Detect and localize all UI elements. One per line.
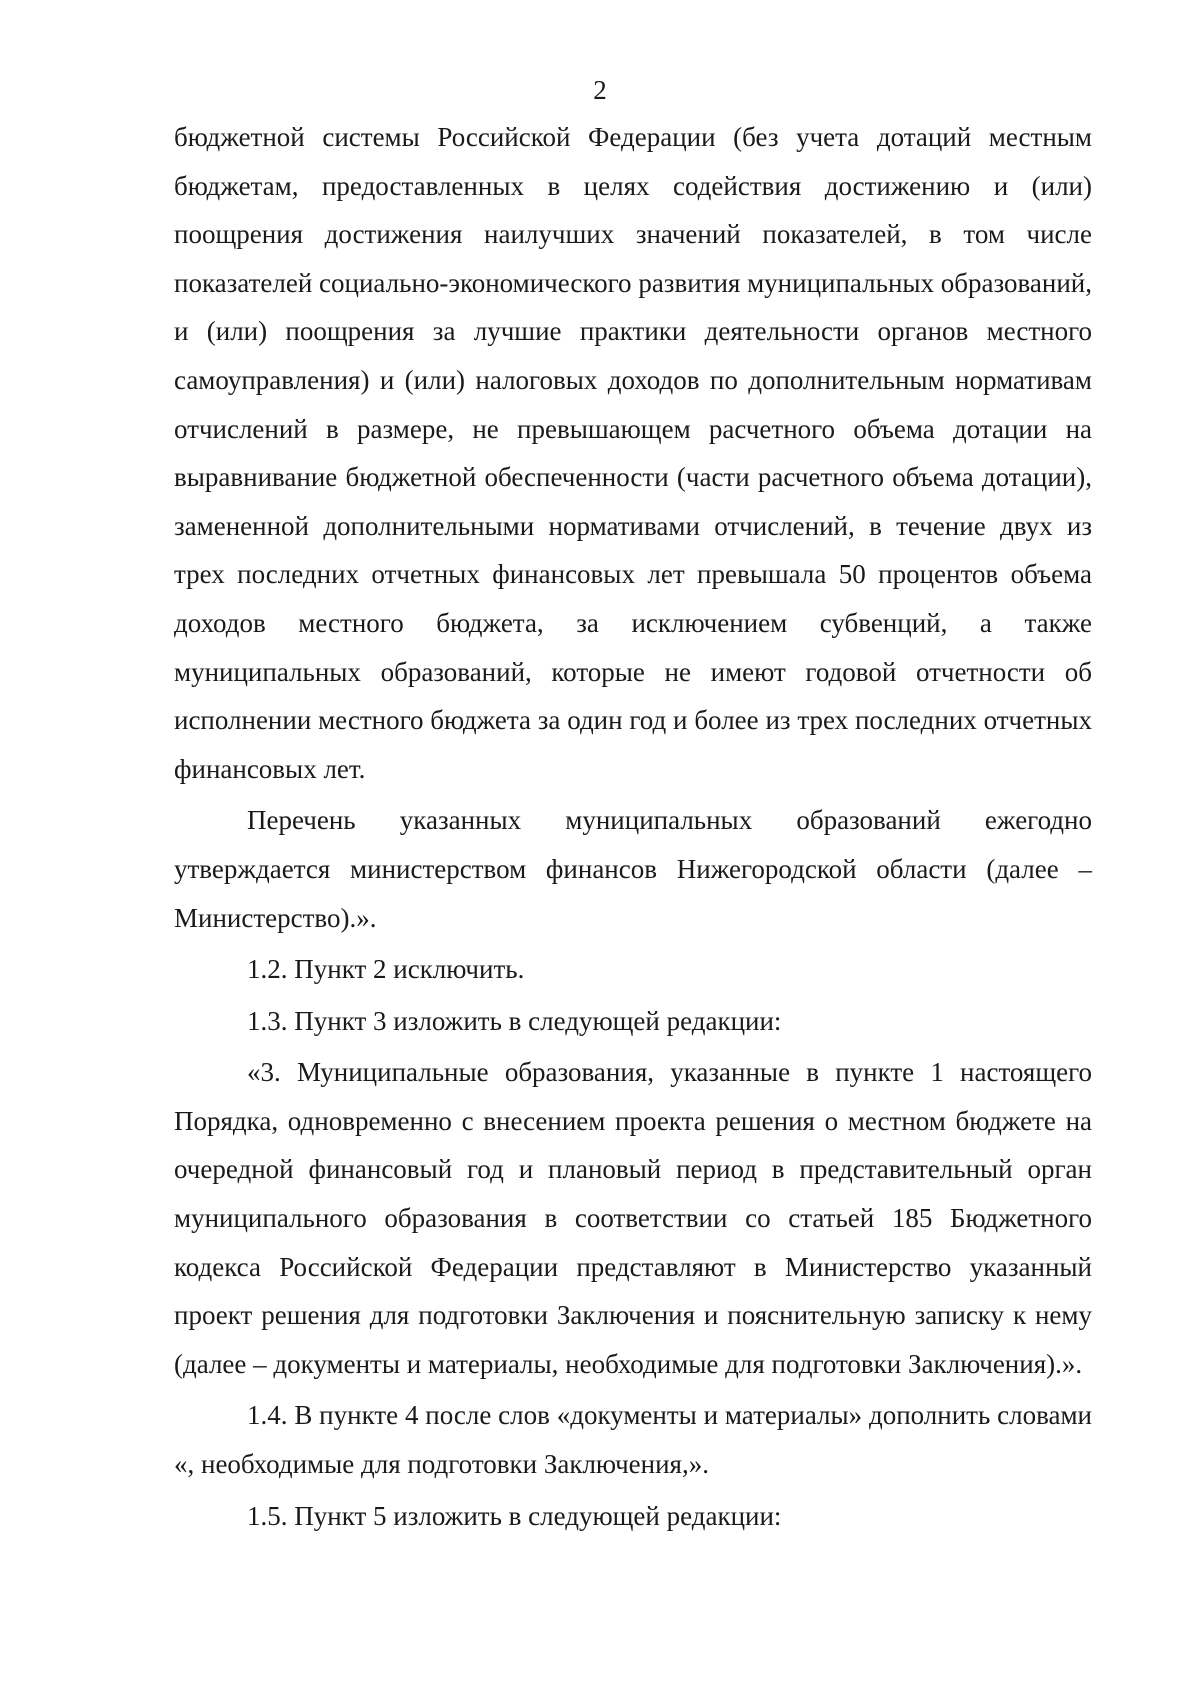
paragraph-item-1-3: 1.3. Пункт 3 изложить в следующей редакции: [247, 1005, 782, 1036]
paragraph-continuation: бюджетной системы Российской Федерации (без учета дотаций местным бюджетам, предоставленных в целях содействия достижению и (или) поощрения достижения наилучших значений показателей, в том числе показателей социально-экономического развития муниципальных образований, и (или) поощрения за лучшие практики деятельности органов местного самоуправления) и (или) налоговых доходов по дополнительным нормативам отчислений в размере, не превышающем расчетного объема дотации на выравнивание бюджетной обеспеченности (части расчетного объема дотации), замененной дополнительными нормативами отчислений, в течение двух из трех последних отчетных финансовых лет превышала 50 процентов объема доходов местного бюджета, за исключением субвенций, а также муниципальных образований, которые не имеют годовой отчетности об исполнении местного бюджета за один год и более из трех последних отчетных финансовых лет. [174, 122, 1092, 784]
paragraph-item-1-4: 1.4. В пункте 4 после слов «документы и материалы» дополнить словами «, необходимые для подготовки Заключения,». [174, 1400, 1092, 1480]
page-number: 2 [593, 75, 607, 105]
paragraph-list-approval: Перечень указанных муниципальных образований ежегодно утверждается министерством финансов Нижегородской области (далее – Министерство).». [174, 805, 1092, 933]
paragraph-item-1-2: 1.2. Пункт 2 исключить. [247, 954, 525, 985]
paragraph-point-3-text: «3. Муниципальные образования, указанные в пункте 1 настоящего Порядка, одновременно с внесением проекта решения о местном бюджете на очередной финансовый год и плановый период в представительный орган муниципального образования в соответствии со статьей 185 Бюджетного кодекса Российской Федерации представляют в Министерство указанный проект решения для подготовки Заключения и пояснительную записку к нему (далее – документы и материалы, необходимые для подготовки Заключения).». [174, 1057, 1092, 1379]
document-body [174, 113, 1092, 1540]
paragraph-item-1-5: 1.5. Пункт 5 изложить в следующей редакции: [247, 1500, 782, 1531]
